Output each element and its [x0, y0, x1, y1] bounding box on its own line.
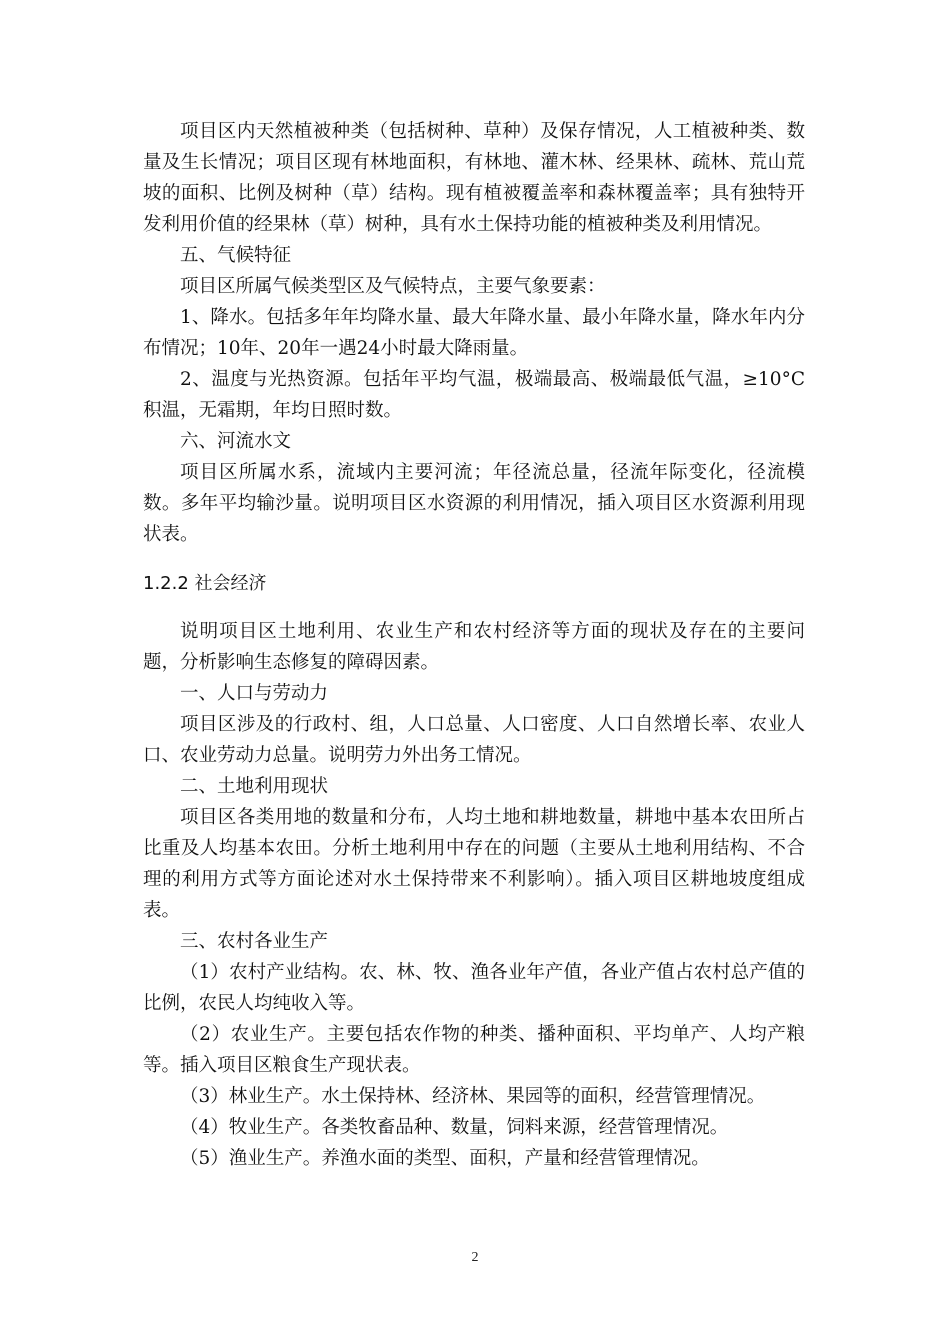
paragraph-land-use: 项目区各类用地的数量和分布，人均土地和耕地数量，耕地中基本农田所占比重及人均基本农田。分析土地利用中存在的问题（主要从土地利用结构、不合理的利用方式等方面论述对水土保持带来不利影响）。插入项目区耕地坡度组成表。: [143, 807, 805, 921]
heading-land-use: 二、土地利用现状: [180, 776, 329, 797]
paragraph-forestry: （3）林业生产。水土保持林、经济林、果园等的面积，经营管理情况。: [180, 1086, 766, 1107]
heading-climate: 五、气候特征: [180, 245, 292, 266]
paragraph-vegetation: 项目区内天然植被种类（包括树种、草种）及保存情况，人工植被种类、数量及生长情况；项目区现有林地面积，有林地、灌木林、经果林、疏林、荒山荒坡的面积、比例及树种（草）结构。现有植被覆盖率和森林覆盖率；具有独特开发利用价值的经果林（草）树种，具有水土保持功能的植被种类及利用情况。: [143, 121, 805, 235]
page-content: [143, 116, 805, 1174]
paragraph-agriculture: （2）农业生产。主要包括农作物的种类、播种面积、平均单产、人均产粮等。插入项目区粮食生产现状表。: [143, 1024, 805, 1076]
paragraph-hydrology: 项目区所属水系，流域内主要河流；年径流总量，径流年际变化，径流模数。多年平均输沙量。说明项目区水资源的利用情况，插入项目区水资源利用现状表。: [143, 462, 805, 545]
heading-population: 一、人口与劳动力: [180, 683, 329, 704]
paragraph-temperature: 2、温度与光热资源。包括年平均气温，极端最高、极端最低气温，≥10°C积温，无霜期，年均日照时数。: [143, 369, 805, 421]
paragraph-industry-structure: （1）农村产业结构。农、林、牧、渔各业年产值，各业产值占农村总产值的比例，农民人均纯收入等。: [143, 962, 805, 1014]
heading-rural-production: 三、农村各业生产: [180, 931, 329, 952]
paragraph-precipitation: 1、降水。包括多年年均降水量、最大年降水量、最小年降水量，降水年内分布情况；10年、20年一遇24小时最大降雨量。: [143, 307, 805, 359]
paragraph-socioeconomic-intro: 说明项目区土地利用、农业生产和农村经济等方面的现状及存在的主要问题，分析影响生态修复的障碍因素。: [143, 621, 805, 673]
section-title: 1.2.2 社会经济: [143, 573, 267, 594]
paragraph-fishery: （5）渔业生产。养渔水面的类型、面积，产量和经营管理情况。: [180, 1148, 710, 1169]
heading-hydrology: 六、河流水文: [180, 431, 292, 452]
paragraph-animal-husbandry: （4）牧业生产。各类牧畜品种、数量，饲料来源，经营管理情况。: [180, 1117, 729, 1138]
paragraph-climate-intro: 项目区所属气候类型区及气候特点，主要气象要素：: [180, 276, 606, 297]
paragraph-population: 项目区涉及的行政村、组，人口总量、人口密度、人口自然增长率、农业人口、农业劳动力总量。说明劳力外出务工情况。: [143, 714, 805, 766]
page-number: 2: [471, 1250, 479, 1265]
